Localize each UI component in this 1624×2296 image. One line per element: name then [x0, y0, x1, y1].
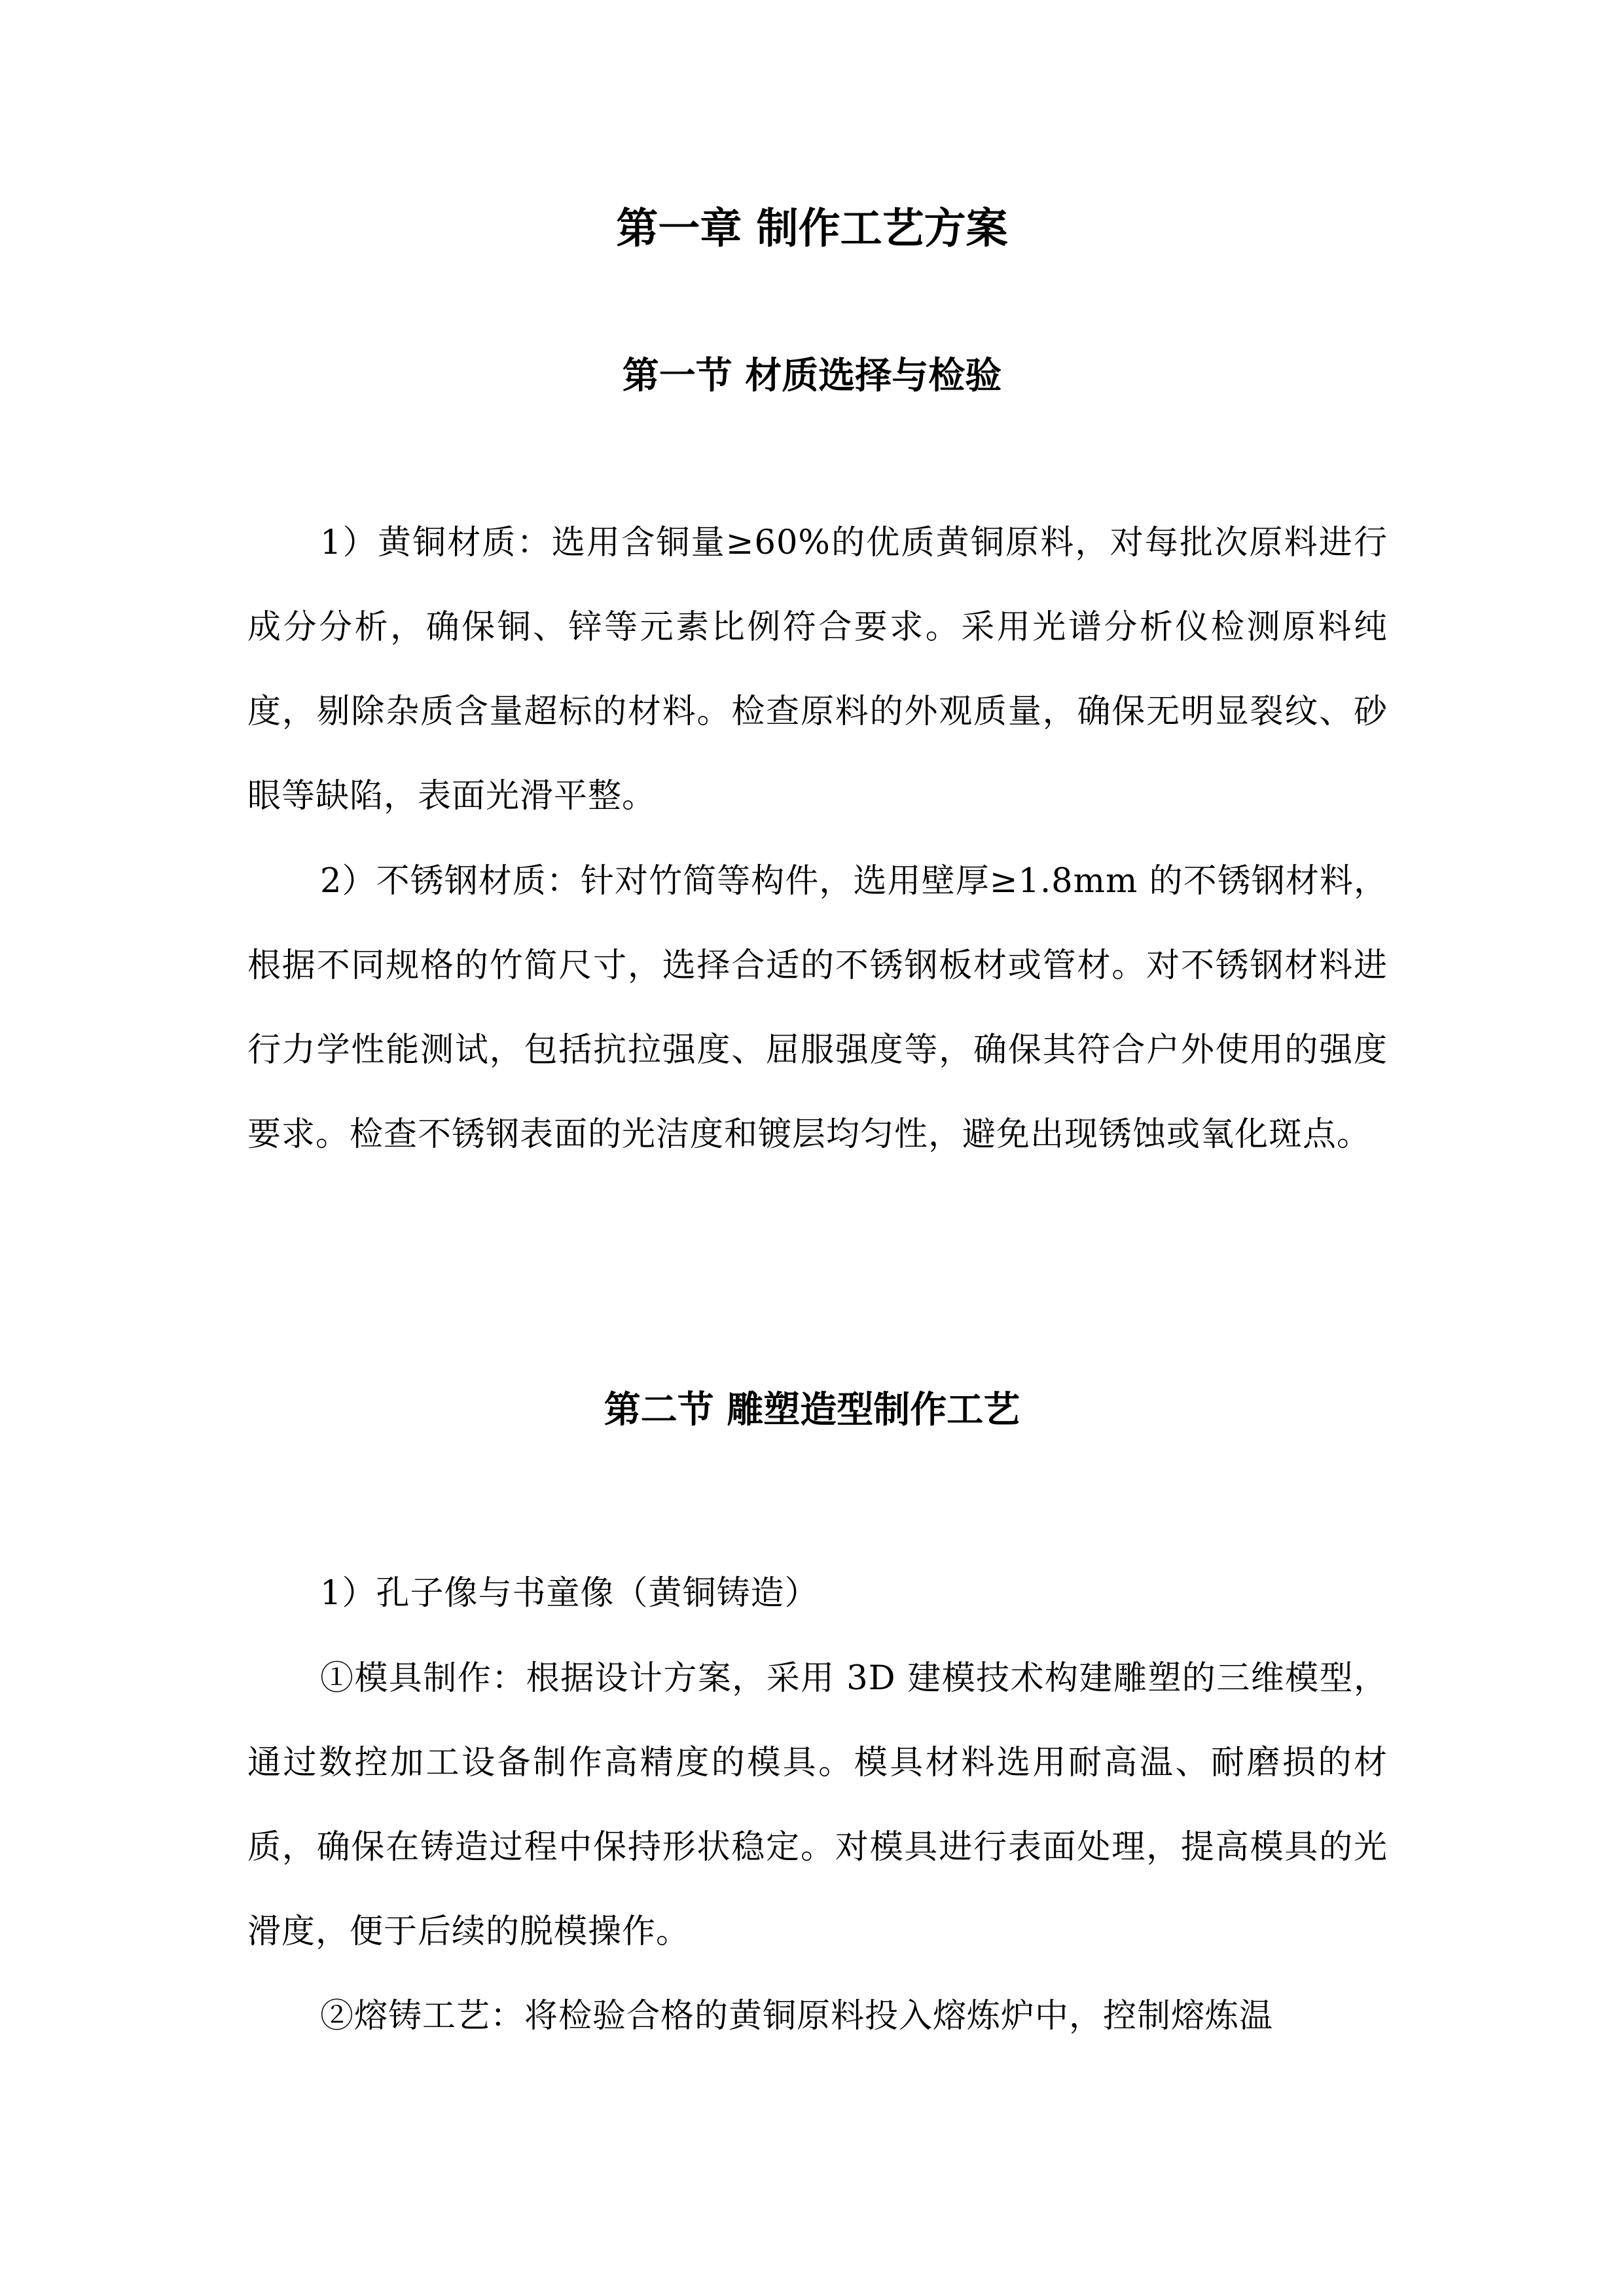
paragraph-brass-material: 1）黄铜材质：选用含铜量≥60%的优质黄铜原料，对每批次原料进行成分分析，确保铜、锌等元素比例符合要求。采用光谱分析仪检测原料纯度，剔除杂质含量超标的材料。检查原料的外观质量，确保无明显裂纹、砂眼等缺陷，表面光滑平整。 [247, 524, 1388, 816]
section-title-material: 第一节 材质选择与检验 [622, 355, 1002, 397]
section-title-sculpture: 第二节 雕塑造型制作工艺 [604, 1389, 1020, 1431]
chapter-title: 第一章 制作工艺方案 [616, 205, 1008, 253]
paragraph-casting: ②熔铸工艺：将检验合格的黄铜原料投入熔炼炉中，控制熔炼温 [320, 1997, 1274, 2036]
paragraph-confucius-heading: 1）孔子像与书童像（黄铜铸造） [320, 1574, 819, 1613]
paragraph-stainless-material: 2）不锈钢材质：针对竹简等构件，选用壁厚≥1.8mm 的不锈钢材料，根据不同规格的竹简尺寸，选择合适的不锈钢板材或管材。对不锈钢材料进行力学性能测试，包括抗拉强度、屈服强度等，确保其符合户外使用的强度要求。检查不锈钢表面的光洁度和镀层均匀性，避免出现锈蚀或氧化斑点。 [247, 862, 1388, 1154]
paragraph-mold-making: ①模具制作：根据设计方案，采用 3D 建模技术构建雕塑的三维模型，通过数控加工设备制作高精度的模具。模具材料选用耐高温、耐磨损的材质，确保在铸造过程中保持形状稳定。对模具进行表面处理，提高模具的光滑度，便于后续的脱模操作。 [247, 1659, 1388, 1951]
